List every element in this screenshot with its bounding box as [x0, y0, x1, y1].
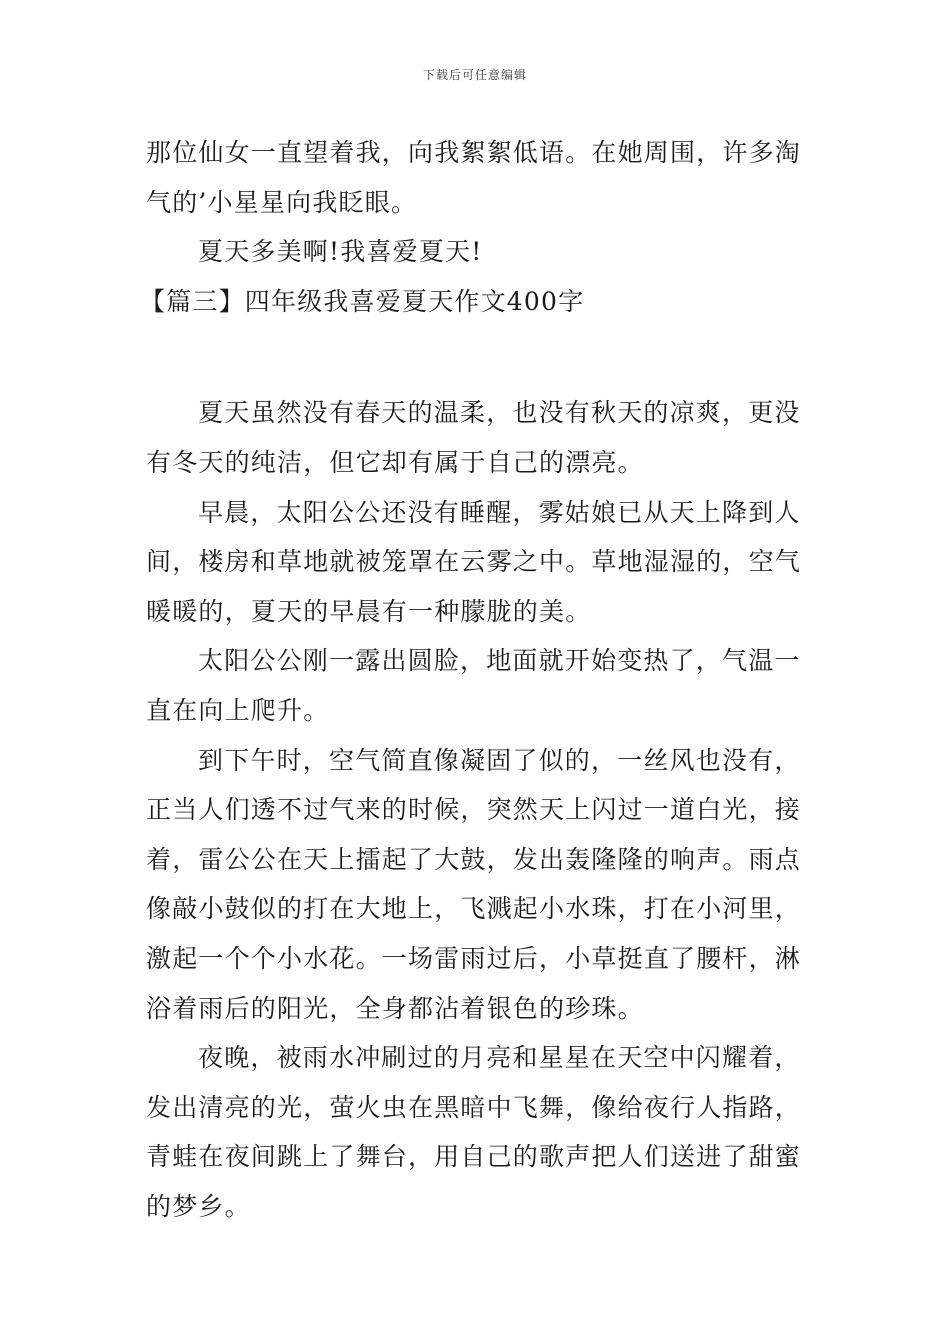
paragraph: [146, 388, 808, 487]
text-line: 像敲小鼓似的打在大地上，飞溅起小水珠，打在小河里，: [146, 894, 802, 924]
text-line: 有冬天的纯洁，但它却有属于自己的漂亮。: [146, 447, 644, 477]
text-line: 那位仙女一直望着我，向我絮絮低语。在她周围，许多淘: [146, 138, 802, 167]
text-line: 太阳公公刚一露出圆脸，地面就开始变热了，气温一: [198, 646, 801, 676]
text-line: 间，楼房和草地就被笼罩在云雾之中。草地湿湿的，空气: [146, 547, 802, 577]
text-line: 气的’小星星向我眨眼。: [146, 187, 418, 217]
text-line: 夏天虽然没有春天的温柔，也没有秋天的凉爽，更没: [198, 398, 801, 428]
text-line: 发出清亮的光，萤火虫在黑暗中飞舞，像给夜行人指路，: [146, 1092, 802, 1122]
paragraph: [146, 636, 808, 735]
paragraph: [146, 1033, 808, 1231]
text-line: 夜晚，被雨水冲刷过的月亮和星星在天空中闪耀着，: [198, 1043, 801, 1073]
section-gap: [146, 326, 808, 388]
text-line: 的梦乡。: [146, 1191, 251, 1221]
section-heading: 【篇三】四年级我喜爱夏天作文400字: [140, 286, 585, 316]
text-line: 正当人们透不过气来的时候，突然天上闪过一道白光，接: [146, 795, 802, 825]
text-line: 浴着雨后的阳光，全身都沾着银色的珍珠。: [146, 993, 644, 1023]
text-line: 夏天多美啊!我喜爱夏天!: [198, 237, 483, 267]
text-line: 青蛙在夜间跳上了舞台，用自己的歌声把人们送进了甜蜜: [146, 1142, 802, 1172]
text-line: 直在向上爬升。: [146, 695, 330, 725]
paragraph: [146, 736, 808, 1034]
text-line: 激起一个个小水花。一场雷雨过后，小草挺直了腰杆，淋: [146, 943, 802, 973]
page-header: 下载后可任意编辑: [422, 68, 527, 82]
text-line: 到下午时，空气简直像凝固了似的，一丝风也没有，: [198, 745, 801, 775]
text-line: 暖暖的，夏天的早晨有一种朦胧的美。: [146, 596, 592, 626]
document-body: [140, 128, 808, 1231]
paragraph: [146, 488, 808, 637]
text-line: 早晨，太阳公公还没有睡醒，雾姑娘已从天上降到人: [198, 497, 801, 527]
text-line: 着，雷公公在天上擂起了大鼓，发出轰隆隆的响声。雨点: [146, 844, 802, 874]
